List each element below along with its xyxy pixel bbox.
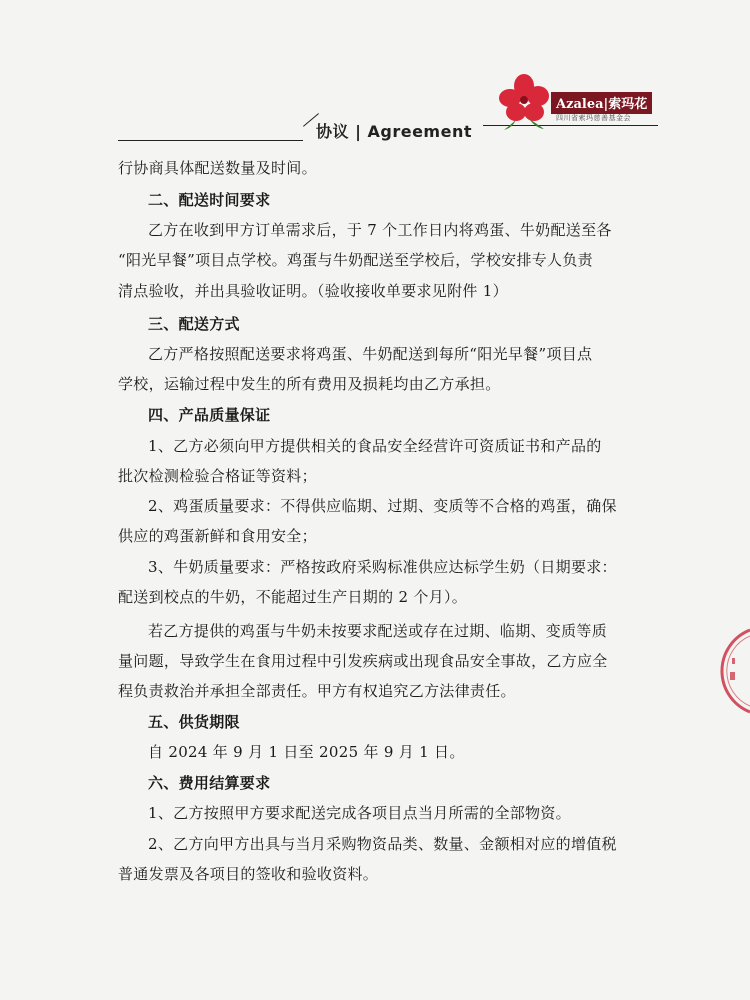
body-line: 1、乙方按照甲方要求配送完成各项目点当月所需的全部物资。 [148, 804, 571, 822]
section-heading: 四、产品质量保证 [148, 406, 271, 424]
body-line: 1、乙方必须向甲方提供相关的食品安全经营许可资质证书和产品的 [148, 437, 602, 455]
body-line: 学校，运输过程中发生的所有费用及损耗均由乙方承担。 [118, 375, 501, 393]
logo-brand-cn: 索玛花 [608, 97, 648, 112]
azalea-flower-icon [494, 72, 554, 132]
logo-organization: 四川省索玛慈善基金会 [556, 114, 631, 122]
body-line: 2、乙方向甲方出具与当月采购物资品类、数量、金额相对应的增值税 [148, 835, 617, 853]
header-rule-left [118, 140, 303, 141]
body-line: 乙方在收到甲方订单需求后，于 7 个工作日内将鸡蛋、牛奶配送至各 [148, 221, 612, 239]
logo-brand: Azalea [556, 97, 604, 112]
body-line: 行协商具体配送数量及时间。 [118, 159, 317, 177]
body-line: “阳光早餐”项目点学校。鸡蛋与牛奶配送至学校后，学校安排专人负责 [118, 251, 593, 269]
body-line: 乙方严格按照配送要求将鸡蛋、牛奶配送到每所“阳光早餐”项目点 [148, 345, 593, 363]
body-line: 配送到校点的牛奶，不能超过生产日期的 2 个月）。 [118, 588, 468, 606]
body-line: 量问题，导致学生在食用过程中引发疾病或出现食品安全事故，乙方应全 [118, 652, 608, 670]
body-line: 若乙方提供的鸡蛋与牛奶未按要求配送或存在过期、临期、变质等质 [148, 622, 608, 640]
header-title: 协议 | Agreement [316, 122, 472, 141]
body-line: 批次检测检验合格证等资料； [118, 467, 317, 485]
body-line: 3、牛奶质量要求：严格按政府采购标准供应达标学生奶（日期要求： [148, 558, 617, 576]
red-seal-stamp-icon [708, 628, 750, 714]
body-line: 普通发票及各项目的签收和验收资料。 [118, 865, 379, 883]
section-heading: 二、配送时间要求 [148, 191, 271, 209]
section-heading: 六、费用结算要求 [148, 774, 271, 792]
body-line: 供应的鸡蛋新鲜和食用安全； [118, 527, 317, 545]
logo-wordmark: Azalea|索玛花 [551, 92, 652, 114]
body-line: 2、鸡蛋质量要求：不得供应临期、过期、变质等不合格的鸡蛋，确保 [148, 497, 617, 515]
body-line: 自 2024 年 9 月 1 日至 2025 年 9 月 1 日。 [148, 743, 465, 761]
section-heading: 五、供货期限 [148, 713, 240, 731]
body-line: 程负责救治并承担全部责任。甲方有权追究乙方法律责任。 [118, 682, 516, 700]
section-heading: 三、配送方式 [148, 315, 240, 333]
body-line: 清点验收，并出具验收证明。（验收接收单要求见附件 1） [118, 282, 508, 300]
